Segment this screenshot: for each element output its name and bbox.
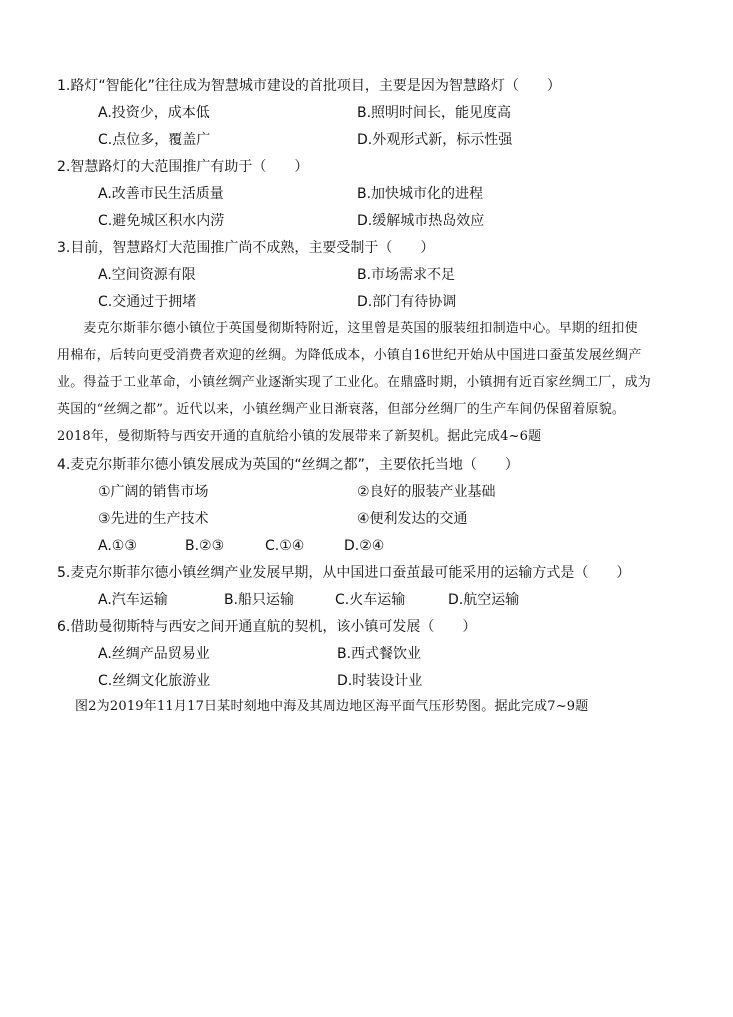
question-6-option-c: C.丝绸文化旅游业 <box>98 673 211 689</box>
question-1-option-a: A.投资少，成本低 <box>98 105 210 121</box>
passage-line-5: 2018年，曼彻斯特与西安开通的直航给小镇的发展带来了新契机。据此完成4~6题 <box>57 429 542 444</box>
question-3-stem: 3.目前，智慧路灯大范围推广尚不成熟，主要受制于（ ） <box>57 240 435 256</box>
question-4-option-a: A.①③ <box>98 538 137 554</box>
question-6-option-b: B.西式餐饮业 <box>337 646 422 662</box>
passage-line-4: 英国的“丝绸之都”。近代以来，小镇丝绸产业日渐衰落，但部分丝绸厂的生产车间仍保留着原貌。 <box>57 402 626 417</box>
figure-2-intro: 图2为2019年11月17日某时刻地中海及其周边地区海平面气压形势图。据此完成7~9题 <box>75 699 589 714</box>
question-2-stem: 2.智慧路灯的大范围推广有助于（ ） <box>57 159 309 175</box>
question-1-option-c: C.点位多，覆盖广 <box>98 132 211 148</box>
passage-line-2: 用棉布，后转向更受消费者欢迎的丝绸。为降低成本，小镇自16世纪开始从中国进口蚕茧发展丝绸产 <box>57 348 642 363</box>
question-6-stem: 6.借助曼彻斯特与西安之间开通直航的契机，该小镇可发展（ ） <box>57 619 477 635</box>
question-1-option-b: B.照明时间长，能见度高 <box>357 105 512 121</box>
question-4-statement-2: ②良好的服装产业基础 <box>357 484 496 500</box>
question-3-option-c: C.交通过于拥堵 <box>98 294 197 310</box>
question-5-stem: 5.麦克尔斯菲尔德小镇丝绸产业发展早期，从中国进口蚕茧最可能采用的运输方式是（ ） <box>57 565 631 581</box>
question-4-statement-4: ④便利发达的交通 <box>357 511 468 527</box>
question-4-option-c: C.①④ <box>265 538 305 554</box>
question-3-option-d: D.部门有待协调 <box>357 294 457 310</box>
question-4-statement-3: ③先进的生产技术 <box>98 511 209 527</box>
passage-line-3: 业。得益于工业革命，小镇丝绸产业逐渐实现了工业化。在鼎盛时期，小镇拥有近百家丝绸工厂，成为 <box>57 375 652 390</box>
question-2-option-b: B.加快城市化的进程 <box>357 186 484 202</box>
question-5-option-b: B.船只运输 <box>224 592 295 608</box>
question-6-option-d: D.时装设计业 <box>337 673 423 689</box>
question-3-option-b: B.市场需求不足 <box>357 267 456 283</box>
question-4-option-b: B.②③ <box>185 538 225 554</box>
question-4-stem: 4.麦克尔斯菲尔德小镇发展成为英国的“丝绸之都”，主要依托当地（ ） <box>57 457 519 473</box>
question-5-option-d: D.航空运输 <box>448 592 520 608</box>
question-4-statement-1: ①广阔的销售市场 <box>98 484 209 500</box>
passage-line-1: 麦克尔斯菲尔德小镇位于英国曼彻斯特附近，这里曾是英国的服装纽扣制造中心。早期的纽扣使 <box>57 321 638 336</box>
question-5-option-a: A.汽车运输 <box>98 592 168 608</box>
question-4-option-d: D.②④ <box>344 538 385 554</box>
question-1-option-d: D.外观形式新，标示性强 <box>357 132 513 148</box>
question-2-option-a: A.改善市民生活质量 <box>98 186 224 202</box>
question-6-option-a: A.丝绸产品贸易业 <box>98 646 210 662</box>
question-5-option-c: C.火车运输 <box>335 592 406 608</box>
question-3-option-a: A.空间资源有限 <box>98 267 196 283</box>
question-2-option-d: D.缓解城市热岛效应 <box>357 213 485 229</box>
question-2-option-c: C.避免城区积水内涝 <box>98 213 225 229</box>
question-1-stem: 1.路灯“智能化”往往成为智慧城市建设的首批项目，主要是因为智慧路灯（ ） <box>57 78 561 94</box>
